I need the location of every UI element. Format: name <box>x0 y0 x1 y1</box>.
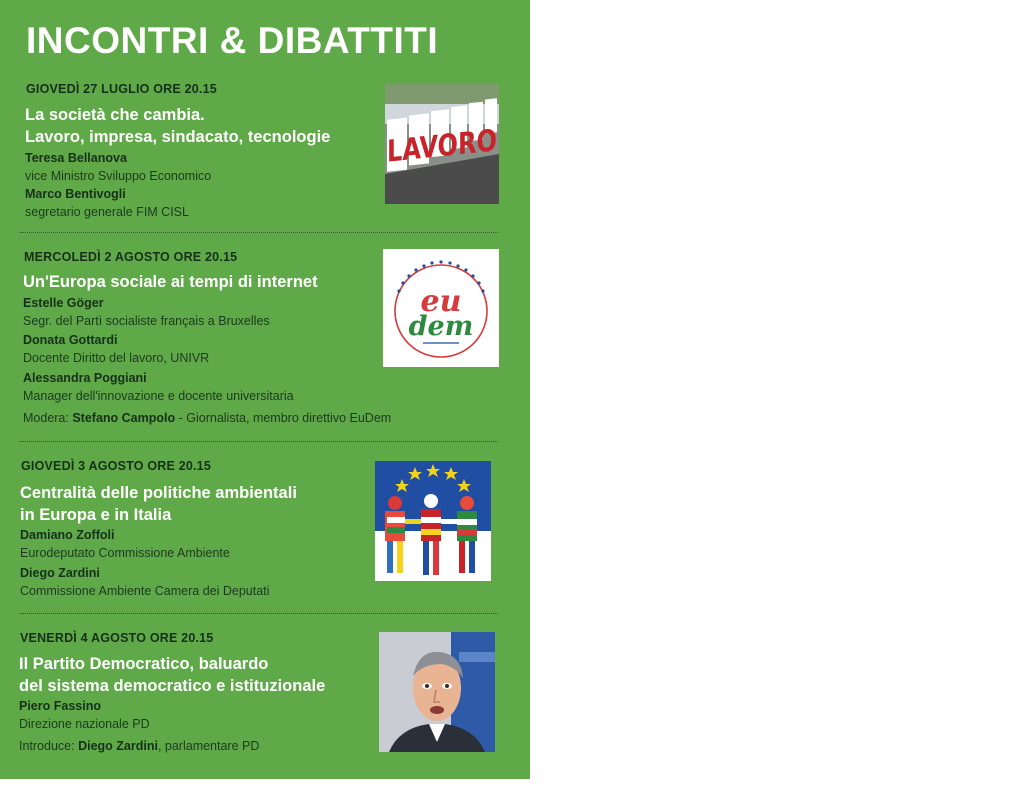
speaker-name: Estelle Göger <box>23 296 104 310</box>
eudem-logo-eu: eu <box>420 284 462 319</box>
eudem-logo-dem: dem <box>408 311 474 342</box>
note-suffix: , parlamentare PD <box>157 739 260 753</box>
page-title: INCONTRI & DIBATTITI <box>26 20 439 61</box>
note-name: Diego Zardini <box>78 739 158 753</box>
event-title-line-2: del sistema democratico e istituzionale <box>19 677 326 695</box>
speaker-role: Manager dell'innovazione e docente universitaria <box>23 389 294 403</box>
section-divider <box>20 613 498 614</box>
note-prefix: Modera: <box>23 411 73 425</box>
lavoro-photo <box>385 84 525 204</box>
speaker-name: Marco Bentivogli <box>25 187 126 201</box>
event-title-line-1: La società che cambia. <box>25 106 205 124</box>
speaker-role: Segr. del Partì socialiste français a Bruxelles <box>23 314 270 328</box>
section-divider <box>20 441 498 442</box>
eu-people-image <box>375 461 491 581</box>
eu-people-illustration <box>375 461 491 581</box>
event-title-line-2: Lavoro, impresa, sindacato, tecnologie <box>25 128 331 146</box>
note-suffix: - Giornalista, membro direttivo EuDem <box>175 411 392 425</box>
lavoro-sign-text: LAVORO <box>387 120 525 170</box>
event-title-line-1: Il Partito Democratico, baluardo <box>19 655 269 673</box>
note-name: Stefano Campolo <box>72 411 176 425</box>
speaker-name: Donata Gottardi <box>23 333 118 347</box>
moderator-note <box>23 411 391 425</box>
speaker-name: Alessandra Poggiani <box>23 371 147 385</box>
event-date: GIOVEDÌ 27 LUGLIO ORE 20.15 <box>26 82 217 96</box>
speaker-name: Piero Fassino <box>19 699 101 713</box>
event-date: MERCOLEDÌ 2 AGOSTO ORE 20.15 <box>24 250 238 264</box>
speaker-role: Direzione nazionale PD <box>19 717 150 731</box>
speaker-name: Diego Zardini <box>20 566 100 580</box>
note-prefix: Introduce: <box>19 739 79 753</box>
speaker-role: segretario generale FIM CISL <box>25 205 189 219</box>
event-title-line-1: Centralità delle politiche ambientali <box>20 484 297 502</box>
speaker-name: Teresa Bellanova <box>25 151 127 165</box>
speaker-name: Damiano Zoffoli <box>20 528 115 542</box>
speaker-role: Commissione Ambiente Camera dei Deputati <box>20 584 270 598</box>
introducer-note <box>19 739 259 753</box>
section-divider <box>20 232 498 233</box>
event-date: VENERDÌ 4 AGOSTO ORE 20.15 <box>20 631 214 645</box>
speaker-role: Eurodeputato Commissione Ambiente <box>20 546 230 560</box>
lavoro-photo-illustration <box>385 84 525 204</box>
speaker-portrait-illustration <box>379 632 495 752</box>
event-title-line-1: Un'Europa sociale ai tempi di internet <box>23 273 318 291</box>
speaker-role: Docente Diritto del lavoro, UNIVR <box>23 351 210 365</box>
eudem-logo <box>383 249 499 367</box>
event-date: GIOVEDÌ 3 AGOSTO ORE 20.15 <box>21 459 211 473</box>
event-title-line-2: in Europa e in Italia <box>20 506 172 524</box>
eudem-logo-illustration <box>383 249 499 367</box>
speaker-role: vice Ministro Sviluppo Economico <box>25 169 212 183</box>
speaker-portrait <box>379 632 495 752</box>
